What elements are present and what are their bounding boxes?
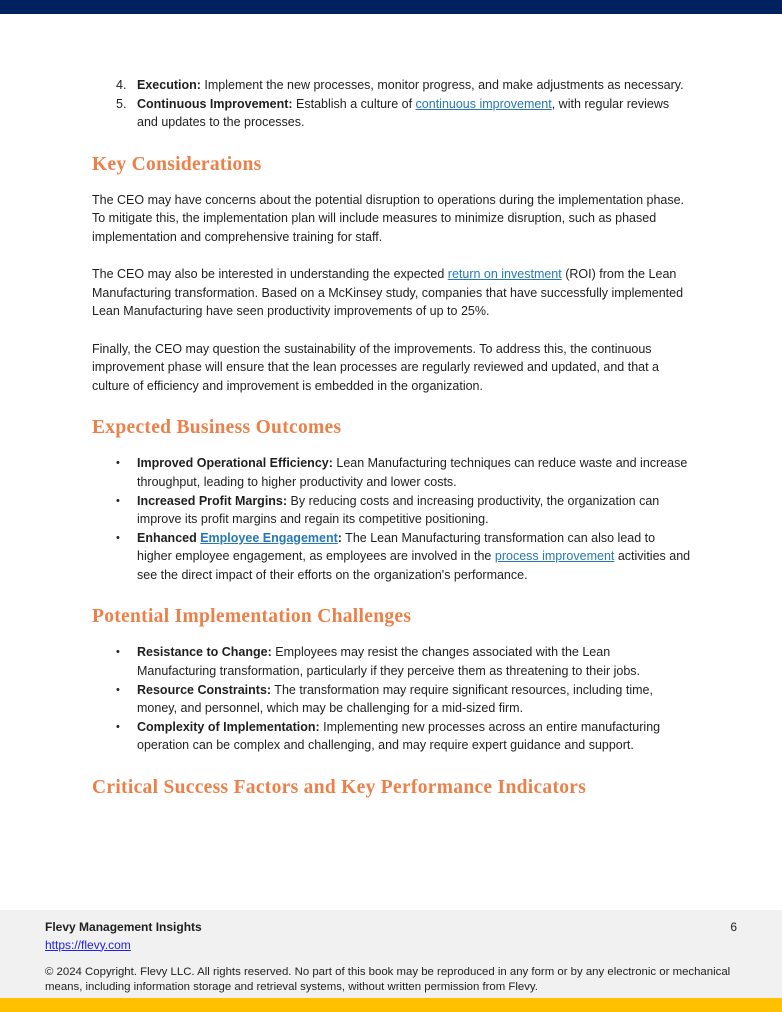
bottom-accent-bar xyxy=(0,998,782,1012)
return-on-investment-link[interactable]: return on investment xyxy=(447,267,562,282)
list-item-lead: Execution: xyxy=(137,78,201,92)
list-item-text: The transformation may require significant resources, including time, money, and personnel, which may be challenging for a mid-sized firm. xyxy=(137,682,653,716)
section-heading-critical-success-factors: Critical Success Factors and Key Performance Indicators xyxy=(92,777,587,799)
bullet-icon: • xyxy=(116,494,120,507)
process-improvement-link[interactable]: process improvement xyxy=(494,549,615,564)
list-item-lead: Increased Profit Margins: xyxy=(137,493,288,508)
paragraph: The CEO may have concerns about the potential disruption to operations during the implementation phase. To mitigate this, the implementation plan will include measures to minimize disruption, such as phased implementation and comprehensive training for staff. xyxy=(92,192,685,244)
list-item xyxy=(92,492,692,529)
page-footer xyxy=(0,910,782,998)
bullet-icon: • xyxy=(116,683,120,696)
list-item-text: activities and see the direct impact of their efforts on the organization's performance. xyxy=(137,549,691,582)
section-heading-potential-implementation-challenges: Potential Implementation Challenges xyxy=(92,606,412,628)
footer-copyright: © 2024 Copyright. Flevy LLC. All rights reserved. No part of this book may be reproduced in any form or by any electronic or mechanical means, including information storage and retrieval systems, without written permission from Flevy. xyxy=(45,965,731,994)
list-item-text: Implement the new processes, monitor progress, and make adjustments as necessary. xyxy=(200,78,684,92)
list-item-text: Employees may resist the changes associated with the Lean Manufacturing transformation, particularly if they perceive them as threatening to their jobs. xyxy=(137,645,641,679)
flevy-url-link[interactable]: https://flevy.com xyxy=(45,937,131,952)
bullet-icon: • xyxy=(116,720,120,733)
challenges-bullet-list xyxy=(92,643,692,755)
list-item-lead: Improved Operational Efficiency: xyxy=(137,456,333,471)
page-content xyxy=(0,14,782,814)
bullet-icon: • xyxy=(116,531,120,544)
footer-brand: Flevy Management Insights xyxy=(45,920,202,934)
list-item-lead: Continuous Improvement: xyxy=(137,96,293,111)
bullet-icon: • xyxy=(116,457,120,470)
list-item-lead: Resistance to Change: xyxy=(137,645,272,660)
bullet-icon: • xyxy=(116,646,120,659)
list-item xyxy=(92,681,692,718)
list-item-text: Lean Manufacturing techniques can reduce waste and increase throughput, leading to higher productivity and lower costs. xyxy=(137,456,688,489)
employee-engagement-link[interactable]: Employee Engagement xyxy=(200,530,338,545)
list-item xyxy=(92,643,692,680)
list-item xyxy=(92,76,692,95)
list-number: 4. xyxy=(116,78,127,92)
list-item-text: Implementing new processes across an entire manufacturing operation can be complex and challenging, and may require expert guidance and support. xyxy=(137,719,661,753)
list-item-text: The Lean Manufacturing transformation can also lead to higher employee engagement, as employees are involved in the xyxy=(137,530,656,564)
list-item-lead: Complexity of Implementation: xyxy=(137,719,320,734)
section-heading-key-considerations: Key Considerations xyxy=(92,153,262,175)
list-number: 5. xyxy=(116,96,127,111)
list-item xyxy=(92,454,692,491)
paragraph: Finally, the CEO may question the sustainability of the improvements. To address this, the continuous improvement phase will ensure that the lean processes are regularly reviewed and updated, and that a culture of efficiency and improvement is embedded in the organization. xyxy=(92,341,660,393)
top-accent-bar xyxy=(0,0,782,14)
list-item-lead: Enhanced xyxy=(137,530,201,545)
list-item-lead: Resource Constraints: xyxy=(137,682,272,697)
page-number: 6 xyxy=(730,920,737,934)
list-item xyxy=(92,718,692,755)
list-item-text: By reducing costs and increasing productivity, the organization can improve its profit margins and regain its competitive positioning. xyxy=(137,493,660,527)
list-item-text: , with regular reviews and updates to the processes. xyxy=(137,96,670,130)
approach-numbered-list xyxy=(92,76,692,132)
section-heading-expected-business-outcomes: Expected Business Outcomes xyxy=(92,417,342,439)
list-item: • Enhanced Employee Engagement: The Lean Manufacturing transformation can also lead to higher employee engagement, as employees are involved in the process improvement activities and see the direct impact of their efforts on the organization's performance. xyxy=(92,529,692,585)
list-item xyxy=(92,95,692,132)
list-item-text: Establish a culture of xyxy=(292,96,416,111)
continuous-improvement-link[interactable]: continuous improvement xyxy=(415,96,552,111)
outcomes-bullet-list xyxy=(92,454,692,584)
paragraph: The CEO may also be interested in understanding the expected return on investment (ROI) from the Lean Manufacturing transformation. Based on a McKinsey study, companies that have successfully implemented Lean Manufacturing have seen productivity improvements of up to 25%. xyxy=(92,267,684,319)
